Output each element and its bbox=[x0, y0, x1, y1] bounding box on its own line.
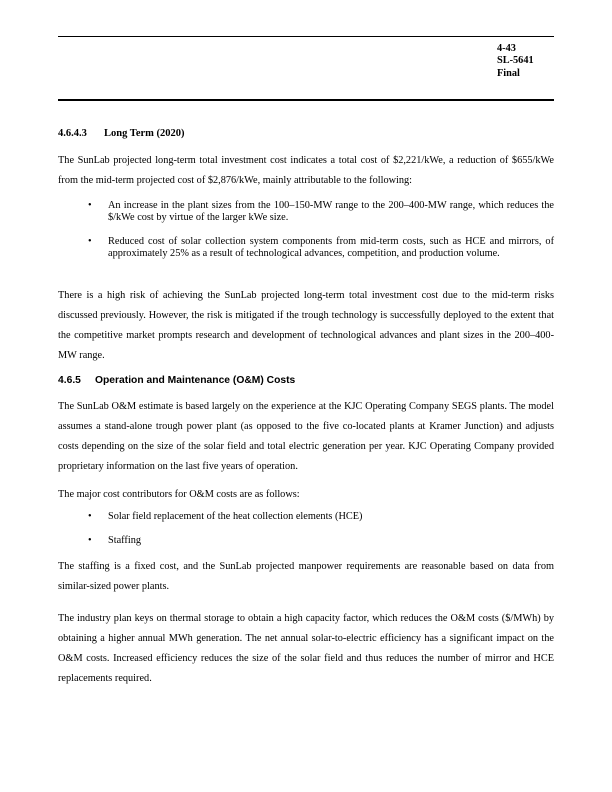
document-status: Final bbox=[497, 67, 520, 79]
page-header bbox=[497, 43, 534, 80]
bullet-icon: • bbox=[88, 535, 92, 546]
list-item-text: Staffing bbox=[108, 535, 141, 546]
section-title: Operation and Maintenance (O&M) Costs bbox=[95, 375, 296, 386]
paragraph-risk: There is a high risk of achieving the SunLab projected long-term total investment cost due to the mid-term risks discussed previously. However, the risk is mitigated if the trough technology is successfully deployed to the extent that the competitive market prompts research and development of technological advances and plant sizes in the 200–400-MW range. bbox=[58, 290, 554, 361]
section-heading-465 bbox=[58, 375, 295, 386]
section-title: Long Term (2020) bbox=[104, 128, 185, 139]
bullet-list-om bbox=[58, 511, 554, 547]
bullet-icon: • bbox=[88, 236, 92, 247]
section-heading-4643 bbox=[58, 128, 185, 139]
paragraph-om-estimate: The SunLab O&M estimate is based largely on the experience at the KJC Operating Company SEGS plants. The model assumes a stand-alone trough power plant (as opposed to the five co-located plants at Kramer Junction) and adjusts costs depending on the size of the solar field and total electric generation per year. KJC Operating Company provided proprietary information on the last five years of operation. bbox=[58, 401, 554, 472]
document-id: SL-5641 bbox=[497, 55, 534, 67]
section-number: 4.6.5 bbox=[58, 375, 81, 386]
bullet-icon: • bbox=[88, 511, 92, 522]
paragraph-long-term-intro: The SunLab projected long-term total investment cost indicates a total cost of $2,221/kWe, a reduction of $655/kWe from the mid-term projected cost of $2,876/kWe, mainly attributable to the following: bbox=[58, 155, 554, 186]
list-item bbox=[58, 200, 554, 224]
list-item-text: Solar field replacement of the heat collection elements (HCE) bbox=[108, 511, 363, 522]
page-number: 4-43 bbox=[497, 43, 516, 54]
paragraph-cost-contributors: The major cost contributors for O&M costs are as follows: bbox=[58, 489, 300, 500]
header-bottom-rule bbox=[58, 99, 554, 101]
paragraph-staffing: The staffing is a fixed cost, and the SunLab projected manpower requirements are reasonable based on data from similar-sized power plants. bbox=[58, 561, 554, 592]
bullet-icon: • bbox=[88, 200, 92, 211]
bullet-list-long-term bbox=[58, 200, 554, 260]
section-number: 4.6.4.3 bbox=[58, 128, 87, 139]
paragraph-thermal-storage: The industry plan keys on thermal storage to obtain a high capacity factor, which reduces the O&M costs ($/MWh) by obtaining a higher annual MWh generation. The net annual solar-to-electric efficiency has a significant impact on the O&M costs. Increased efficiency reduces the size of the solar field and thus reduces the number of mirror and HCE replacements required. bbox=[58, 613, 554, 684]
header-top-rule bbox=[58, 36, 554, 37]
list-item bbox=[58, 511, 554, 523]
list-item bbox=[58, 236, 554, 260]
list-item bbox=[58, 535, 554, 547]
list-item-text: An increase in the plant sizes from the 100–150-MW range to the 200–400-MW range, which reduces the $/kWe cost by virtue of the larger kWe size. bbox=[108, 200, 554, 223]
list-item-text: Reduced cost of solar collection system components from mid-term costs, such as HCE and mirrors, of approximately 25% as a result of technological advances, competition, and production volume. bbox=[108, 236, 554, 259]
